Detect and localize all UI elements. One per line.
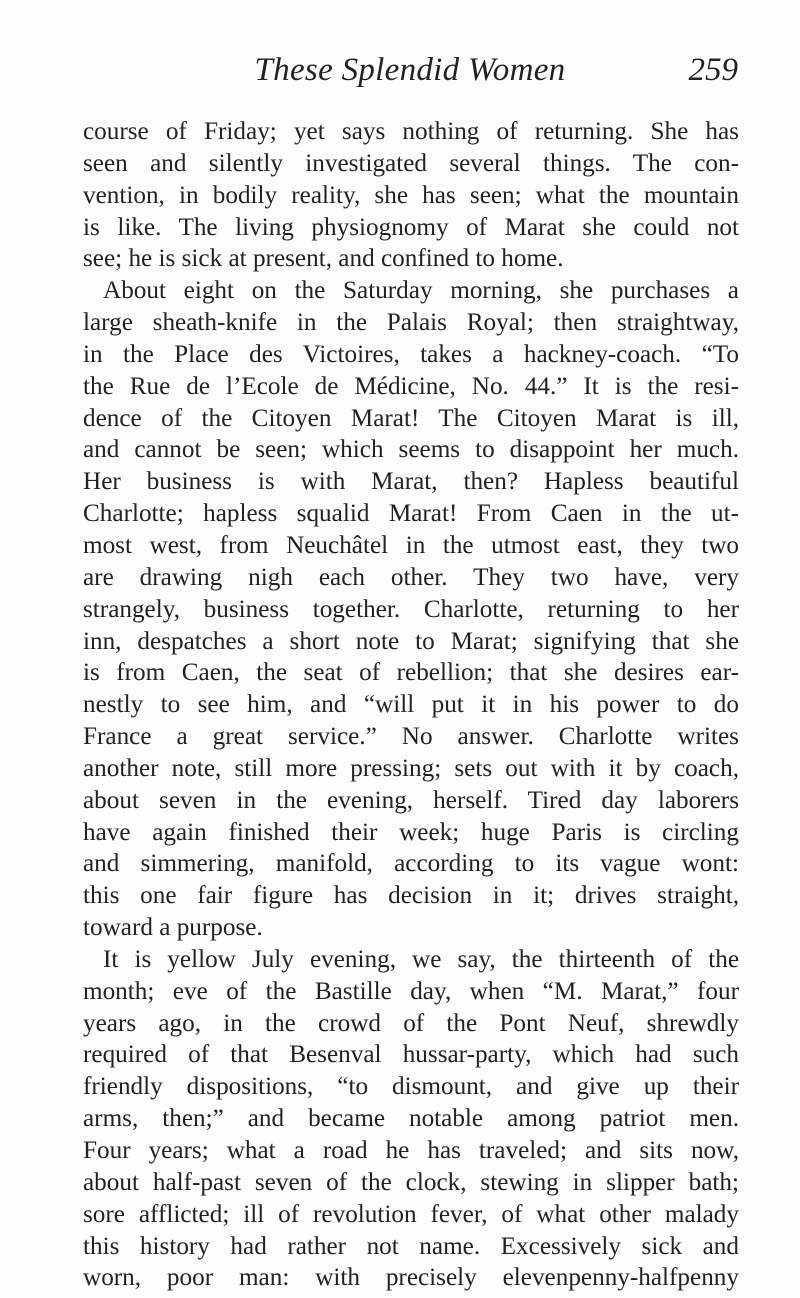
text-line: About eight on the Saturday morning, she purchases a	[103, 277, 739, 305]
body-text	[83, 116, 739, 1294]
text-line: strangely, business together. Charlotte, returning to her	[83, 595, 739, 623]
text-line: vention, in bodily reality, she has seen; what the mountain	[83, 181, 739, 209]
text-line: is from Caen, the seat of rebellion; that she desires ear-	[83, 659, 739, 687]
text-line: month; eve of the Bastille day, when “M. Marat,” four	[83, 977, 739, 1005]
text-line: Charlotte; hapless squalid Marat! From Caen in the ut-	[83, 500, 739, 528]
text-line: the Rue de l’Ecole de Médicine, No. 44.” It is the resi-	[83, 372, 739, 400]
running-title: These Splendid Women	[254, 52, 566, 88]
text-line: most west, from Neuchâtel in the utmost east, they two	[83, 531, 739, 559]
text-line: toward a purpose.	[83, 914, 263, 942]
text-line: and cannot be seen; which seems to disappoint her much.	[83, 436, 739, 464]
text-line: this one fair figure has decision in it; drives straight,	[83, 882, 739, 910]
text-line: another note, still more pressing; sets out with it by coach,	[83, 754, 739, 782]
text-line: is like. The living physiognomy of Marat she could not	[83, 213, 739, 241]
text-line: dence of the Citoyen Marat! The Citoyen Marat is ill,	[83, 404, 739, 432]
text-line: have again finished their week; huge Paris is circling	[83, 818, 739, 846]
text-line: see; he is sick at present, and confined to home.	[83, 245, 564, 273]
text-line: this history had rather not name. Excessively sick and	[83, 1232, 739, 1260]
text-line: sore afflicted; ill of revolution fever, of what other malady	[83, 1200, 739, 1228]
text-line: Her business is with Marat, then? Hapless beautiful	[83, 468, 739, 496]
text-line: France a great service.” No answer. Charlotte writes	[83, 723, 739, 751]
text-line: friendly dispositions, “to dismount, and give up their	[83, 1073, 739, 1101]
page-number: 259	[688, 52, 738, 88]
text-line: worn, poor man: with precisely elevenpenny-halfpenny	[83, 1264, 739, 1292]
text-line: about seven in the evening, herself. Tired day laborers	[83, 786, 739, 814]
text-line: are drawing nigh each other. They two have, very	[83, 563, 739, 591]
text-line: nestly to see him, and “will put it in his power to do	[83, 691, 739, 719]
text-line: course of Friday; yet says nothing of returning. She has	[83, 118, 739, 145]
text-line: required of that Besenval hussar-party, which had such	[83, 1041, 739, 1069]
text-line: seen and silently investigated several things. The con-	[83, 149, 739, 177]
text-line: inn, despatches a short note to Marat; signifying that she	[83, 627, 739, 655]
text-line: in the Place des Victoires, takes a hackney-coach. “To	[83, 340, 739, 368]
text-line: It is yellow July evening, we say, the thirteenth of the	[103, 945, 739, 973]
running-head	[82, 52, 738, 98]
text-line: large sheath-knife in the Palais Royal; then straightway,	[83, 309, 739, 337]
text-line: arms, then;” and became notable among patriot men.	[83, 1105, 739, 1133]
text-line: Four years; what a road he has traveled; and sits now,	[83, 1137, 739, 1164]
text-line: and simmering, manifold, according to its vague wont:	[83, 850, 739, 878]
text-line: years ago, in the crowd of the Pont Neuf, shrewdly	[83, 1009, 739, 1037]
text-line: about half-past seven of the clock, stewing in slipper bath;	[83, 1168, 739, 1196]
